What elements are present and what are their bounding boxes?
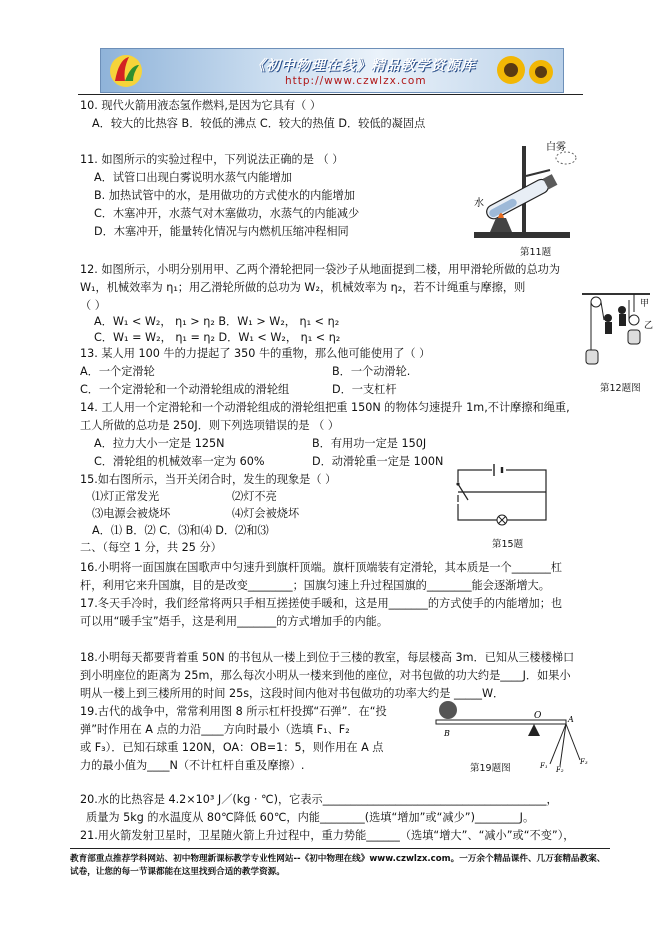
q19-caption: 第19题图 [470,763,511,774]
q12-options-2: C．W₁ = W₂， η₁ = η₂ D．W₁ < W₂， η₁ < η₂ [94,331,341,344]
q17-line2: 可以用“暖手宝”焐手，这是利用_______的方式增加手的内能。 [80,615,389,628]
q11-label-water: 水 [474,198,484,209]
q12-pulley-figure [580,290,655,370]
q19-label-A: A [568,715,574,724]
q14-option-c: C．滑轮组的机械效率一定为 60% [94,455,265,468]
q13-option-a: A．一个定滑轮 [80,365,155,378]
q12-line2: W₁，机械效率为 η₁；用乙滑轮所做的总功为 W₂，机械效率为 η₂，若不计绳重与摩擦，则 [80,281,526,294]
q13-stem: 13. 某人用 100 牛的力提起了 350 牛的重物，那么他可能使用了（ ） [80,347,431,360]
q19-label-F1: F₁ [540,762,548,770]
q11-option-b: B. 加热试管中的水，是用做功的方式使水的内能增加 [94,189,355,202]
q18-line2: 到小明座位的距离为 25m，那么每次小明从一楼来到他的座位，对书包做的功大约是____J．如果小 [80,669,571,682]
q18-line1: 18.小明每天都要背着重 50N 的书包从一楼上到位于三楼的教室，每层楼高 3m．已知从三楼楼梯口 [80,651,575,664]
q11-stem: 11. 如图所示的实验过程中，下列说法正确的是 （ ） [80,153,344,166]
q14-option-a: A．拉力大小一定是 125N [94,437,225,450]
q15-circuit-figure [452,462,552,534]
q19-label-F2: F₂ [556,766,564,772]
q21-line1: 21.用火箭发射卫星时，卫星随火箭上升过程中，重力势能______（选填“增大”、“减小”或“不变”）， [80,829,575,842]
q11-caption: 第11题 [520,247,552,258]
section-2-heading: 二、（每空 1 分，共 25 分） [80,541,222,554]
site-logo [105,51,147,90]
q15-option-1: ⑴灯正常发光 [92,490,160,503]
q13-option-b: B．一个动滑轮. [332,365,411,378]
q19-line2: 弹”时作用在 A 点的力沿____方向时最小（选填 F₁、F₂ [80,723,350,736]
q19-label-F3: F₃ [580,758,588,766]
banner-url[interactable]: http://www.czwlzx.com [285,75,427,87]
q14-line2: 工人所做的总功是 250J．则下列选项错误的是 （ ） [80,419,340,432]
q15-caption: 第15题 [492,539,524,550]
header-banner [100,48,564,93]
q13-option-c: C．一个定滑轮和一个动滑轮组成的滑轮组 [80,383,290,396]
q18-line3: 明从一楼上到三楼所用的时间 25s，这段时间内他对书包做功的功率大约是 _____W． [80,687,505,700]
banner-title: 《初中物理在线》精品教学资源库 [251,58,476,74]
q11-label-mist: 白雾 [546,142,566,153]
q15-option-3: ⑶电源会被烧坏 [92,507,171,520]
q11-option-d: D．木塞冲开，能量转化情况与内燃机压缩冲程相同 [94,225,349,238]
q14-line1: 14. 工人用一个定滑轮和一个动滑轮组成的滑轮组把重 150N 的物体匀速提升 1m,不计摩擦和绳重, [80,401,570,414]
footer-rule [70,848,610,849]
q14-option-b: B．有用功一定是 150J [312,437,427,450]
sunflower-image [489,50,559,91]
q12-line3: （ ） [80,299,106,312]
q20-line2: 质量为 5kg 的水温度从 80℃降低 60℃，内能________(选填“增加”或“减少”)________J。 [86,811,535,824]
q16-line1: 16.小明将一面国旗在国歌声中匀速升到旗杆顶端。旗杆顶端装有定滑轮，其本质是一个_______杠 [80,561,563,574]
q17-line1: 17.冬天手冷时，我们经常将两只手相互搓搓使手暖和，这是用_______的方式使手的内能增加；也 [80,597,563,610]
q15-choices: A．⑴ B．⑵ C．⑶和⑷ D．⑵和⑶ [92,524,269,537]
q12-caption: 第12题图 [600,383,641,394]
q12-line1: 12. 如图所示，小明分别用甲、乙两个滑轮把同一袋沙子从地面提到二楼，用甲滑轮所做的总功为 [80,263,561,276]
q19-label-O: O [534,711,542,721]
q12-label-yi: 乙 [644,321,654,331]
q11-test-tube-figure [470,140,580,248]
q15-option-4: ⑷灯会被烧坏 [232,507,300,520]
q15-option-2: ⑵灯不亮 [232,490,277,503]
q20-line1: 20.水的比热容是 4.2×10³ J／(kg · ℃)，它表示________________________________________， [80,793,558,806]
q19-line4: 力的最小值为____N（不计杠杆自重及摩擦）. [80,759,305,772]
q10-options: A．较大的比热容 B．较低的沸点 C．较大的热值 D．较低的凝固点 [92,117,426,130]
q10-stem: 10. 现代火箭用液态氢作燃料,是因为它具有（ ） [80,99,322,112]
q14-option-d: D．动滑轮重一定是 100N [312,455,444,468]
q19-line1: 19.古代的战争中，常常利用图 8 所示杠杆投掷“石弹”．在“投 [80,705,387,718]
header-rule [78,94,583,95]
q19-label-B: B [444,729,450,738]
footer-text: 教育部重点推荐学科网站、初中物理新课标教学专业性网站--《初中物理在线》www.czwlzx.com。一万余个精品课件、几万套精品教案、试卷，让您的每一节课都能在这里找到合适的教学资源。 [70,854,606,877]
q13-option-d: D．一支杠杆 [332,383,397,396]
q12-options-1: A．W₁ < W₂， η₁ > η₂ B．W₁ > W₂， η₁ < η₂ [94,315,340,328]
q12-label-jia: 甲 [640,299,650,309]
q11-option-c: C．木塞冲开，水蒸气对木塞做功，水蒸气的内能减少 [94,207,360,220]
q15-stem: 15.如右图所示，当开关闭合时，发生的现象是（ ） [80,473,337,486]
q16-line2: 杆，利用它来升国旗，目的是改变________；国旗匀速上升过程国旗的________能会逐渐增大。 [80,579,550,592]
q11-option-a: A．试管口出现白雾说明水蒸气内能增加 [94,171,292,184]
q19-line3: 或 F₃）．已知石球重 120N，OA：OB=1：5，则作用在 A 点 [80,741,384,754]
